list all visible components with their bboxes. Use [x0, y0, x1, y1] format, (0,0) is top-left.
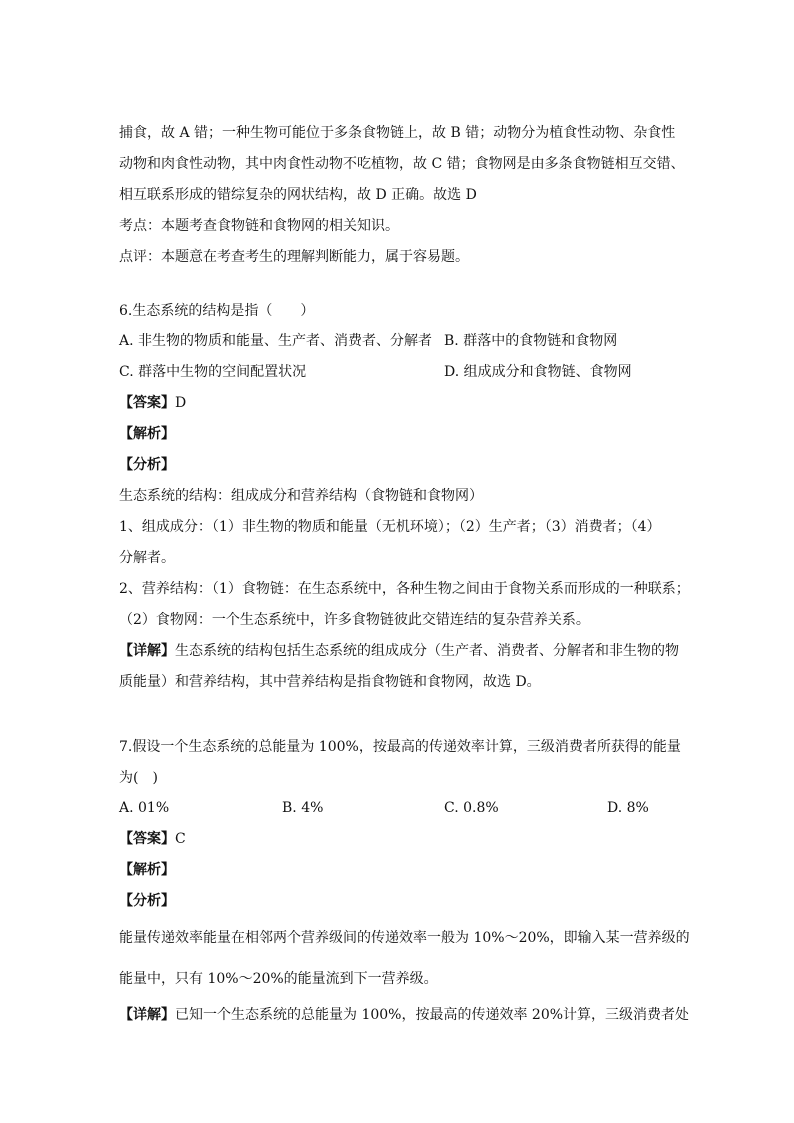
q7-answer-value: C: [175, 831, 186, 847]
q6-option-a: A. 非生物的物质和能量、生产者、消费者、分解者: [119, 333, 433, 349]
q6-option-c: C. 群落中生物的空间配置状况: [119, 364, 307, 380]
q7-answer-tag: 【答案】: [119, 831, 175, 847]
q7-fenxi-heading: 【分析】: [119, 893, 175, 909]
q6-option-b: B. 群落中的食物链和食物网: [444, 333, 618, 349]
q7-option-b: B. 4%: [282, 800, 324, 816]
prev-kaodian: 考点：本题考查食物链和食物网的相关知识。: [119, 218, 399, 234]
prev-text-line-1: 捕食，故 A 错；一种生物可能位于多条食物链上，故 B 错；动物分为植食性动物、杂食性: [119, 125, 676, 141]
q7-stem-line-2: 为( ): [119, 770, 158, 786]
q7-analysis-line-2: 能量中，只有 10%～20%的能量流到下一营养级。: [119, 971, 438, 987]
q6-answer-tag: 【答案】: [119, 395, 175, 411]
q6-jiexi-heading: 【解析】: [119, 426, 175, 442]
q7-detail-tag: 【详解】: [119, 1007, 175, 1023]
q6-analysis-line-2: 1、组成成分：（1）非生物的物质和能量（无机环境）；（2）生产者；（3）消费者；（4）: [119, 519, 661, 535]
q6-option-d: D. 组成成分和食物链、食物网: [444, 364, 632, 380]
q6-analysis-line-5: （2）食物网：一个生态系统中，许多食物链彼此交错连结的复杂营养关系。: [119, 612, 590, 628]
q7-stem-line-1: 7.假设一个生态系统的总能量为 100%，按最高的传递效率计算，三级消费者所获得的能量: [119, 739, 681, 755]
q6-answer-value: D: [175, 395, 187, 411]
q6-analysis-line-3: 分解者。: [119, 550, 175, 566]
q6-detail-line-2: 质能量）和营养结构，其中营养结构是指食物链和食物网，故选 D。: [119, 674, 541, 690]
q6-fenxi-heading: 【分析】: [119, 457, 175, 473]
q6-detail-tag: 【详解】: [119, 643, 175, 659]
q7-option-c: C. 0.8%: [444, 800, 499, 816]
q6-detail-text-1: 生态系统的结构包括生态系统的组成成分（生产者、消费者、分解者和非生物的物: [175, 643, 679, 659]
q6-analysis-line-4: 2、营养结构：（1）食物链：在生态系统中，各种生物之间由于食物关系而形成的一种联系；: [119, 581, 690, 597]
prev-text-line-2: 动物和肉食性动物，其中肉食性动物不吃植物，故 C 错；食物网是由多条食物链相互交错、: [119, 156, 685, 172]
q7-analysis-line-1: 能量传递效率能量在相邻两个营养级间的传递效率一般为 10%～20%，即输入某一营养级的: [119, 930, 690, 946]
q6-stem: 6.生态系统的结构是指（ ）: [119, 303, 315, 319]
q7-option-d: D. 8%: [607, 800, 649, 816]
q7-answer: [119, 829, 186, 849]
prev-text-line-3: 相互联系形成的错综复杂的网状结构，故 D 正确。故选 D: [119, 187, 477, 203]
q6-analysis-line-1: 生态系统的结构：组成成分和营养结构（食物链和食物网）: [119, 488, 483, 504]
q6-detail-line-1: [119, 641, 679, 661]
q7-jiexi-heading: 【解析】: [119, 862, 175, 878]
q7-detail-line-1: [119, 1005, 689, 1025]
q6-answer: [119, 393, 186, 413]
q7-detail-text-1: 已知一个生态系统的总能量为 100%，按最高的传递效率 20%计算，三级消费者处: [175, 1007, 690, 1023]
q7-option-a: A. 01%: [119, 800, 170, 816]
prev-dianping: 点评：本题意在考查考生的理解判断能力，属于容易题。: [119, 249, 469, 265]
